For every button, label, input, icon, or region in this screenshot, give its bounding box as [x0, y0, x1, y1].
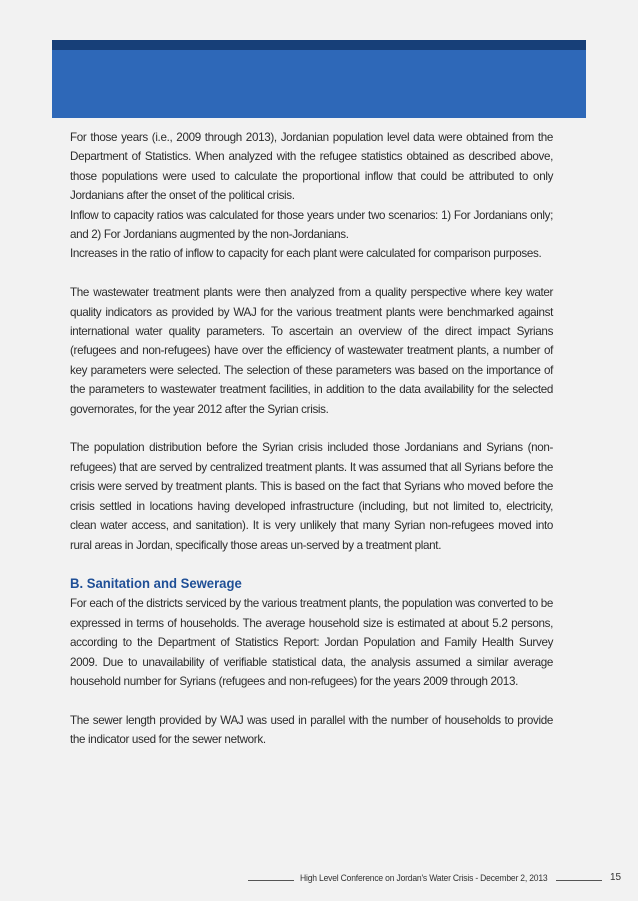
page-number: 15: [610, 872, 622, 883]
paragraph-spacer: [70, 264, 553, 283]
paragraph-population-distribution: The population distribution before the Syrian crisis included those Jordanians and Syrians (non-refugees) that are served by centralized treatment plants. It was assumed that all Syrians before the crisis were served by treatment plants. This is based on the fact that Syrians who moved before the crisis settled in locations having developed infrastructure (including, but not limited to, electricity, clean water access, and sanitation). It is very unlikely that many Syrian non-refugees moved into rural areas in Jordan, specifically those areas un-served by a treatment plant.: [70, 440, 554, 552]
paragraph-quality-analysis: The wastewater treatment plants were then analyzed from a quality perspective where key water quality indicators as provided by WAJ for the various treatment plants were benchmarked against international water quality parameters. To ascertain an overview of the direct impact Syrians (refugees and non-refugees) have over the efficiency of wastewater treatment plants, a number of key parameters were selected. The selection of these parameters was based on the importance of the parameters to wastewater treatment facilities, in addition to the data availability for the selected governorates, for the year 2012 after the Syrian crisis.: [70, 285, 554, 416]
paragraph-population-data: For those years (i.e., 2009 through 2013), Jordanian population level data were obtained from the Department of Statistics. When analyzed with the refugee statistics obtained as described above, those populations were used to calculate the proportional inflow that could be attributed to only Jordanians after the onset of the political crisis.: [70, 130, 554, 203]
paragraph-spacer: [70, 691, 553, 710]
paragraph-spacer: [70, 419, 553, 438]
footer-rule-right: [556, 880, 602, 881]
paragraph-sewer-length: The sewer length provided by WAJ was used in parallel with the number of households to provide the indicator used for the sewer network.: [70, 712, 554, 747]
paragraph-households: For each of the districts serviced by the various treatment plants, the population was converted to be expressed in terms of households. The average household size is estimated at about 5.2 persons, according to the Department of Statistics Report: Jordan Population and Family Health Survey 2009. Due to unavailability of verifiable statistical data, the analysis assumed a similar average household number for Syrians (refugees and non-refugees) for the years 2009 through 2013.: [70, 596, 554, 688]
header-banner: [52, 40, 586, 118]
paragraph-inflow-scenarios: Inflow to capacity ratios was calculated for those years under two scenarios: 1) For Jordanians only; and 2) For Jordanians augmented by the non-Jordanians.: [70, 207, 554, 242]
paragraph-ratio-increases: Increases in the ratio of inflow to capacity for each plant were calculated for comparison purposes.: [70, 246, 542, 261]
page-footer: [0, 862, 638, 892]
section-heading: B. Sanitation and Sewerage: [70, 576, 242, 592]
page-body: [70, 128, 553, 750]
paragraph-spacer: [70, 555, 553, 574]
footer-rule-left: [248, 880, 294, 881]
footer-conference-title: High Level Conference on Jordan's Water Crisis - December 2, 2013: [300, 873, 548, 883]
